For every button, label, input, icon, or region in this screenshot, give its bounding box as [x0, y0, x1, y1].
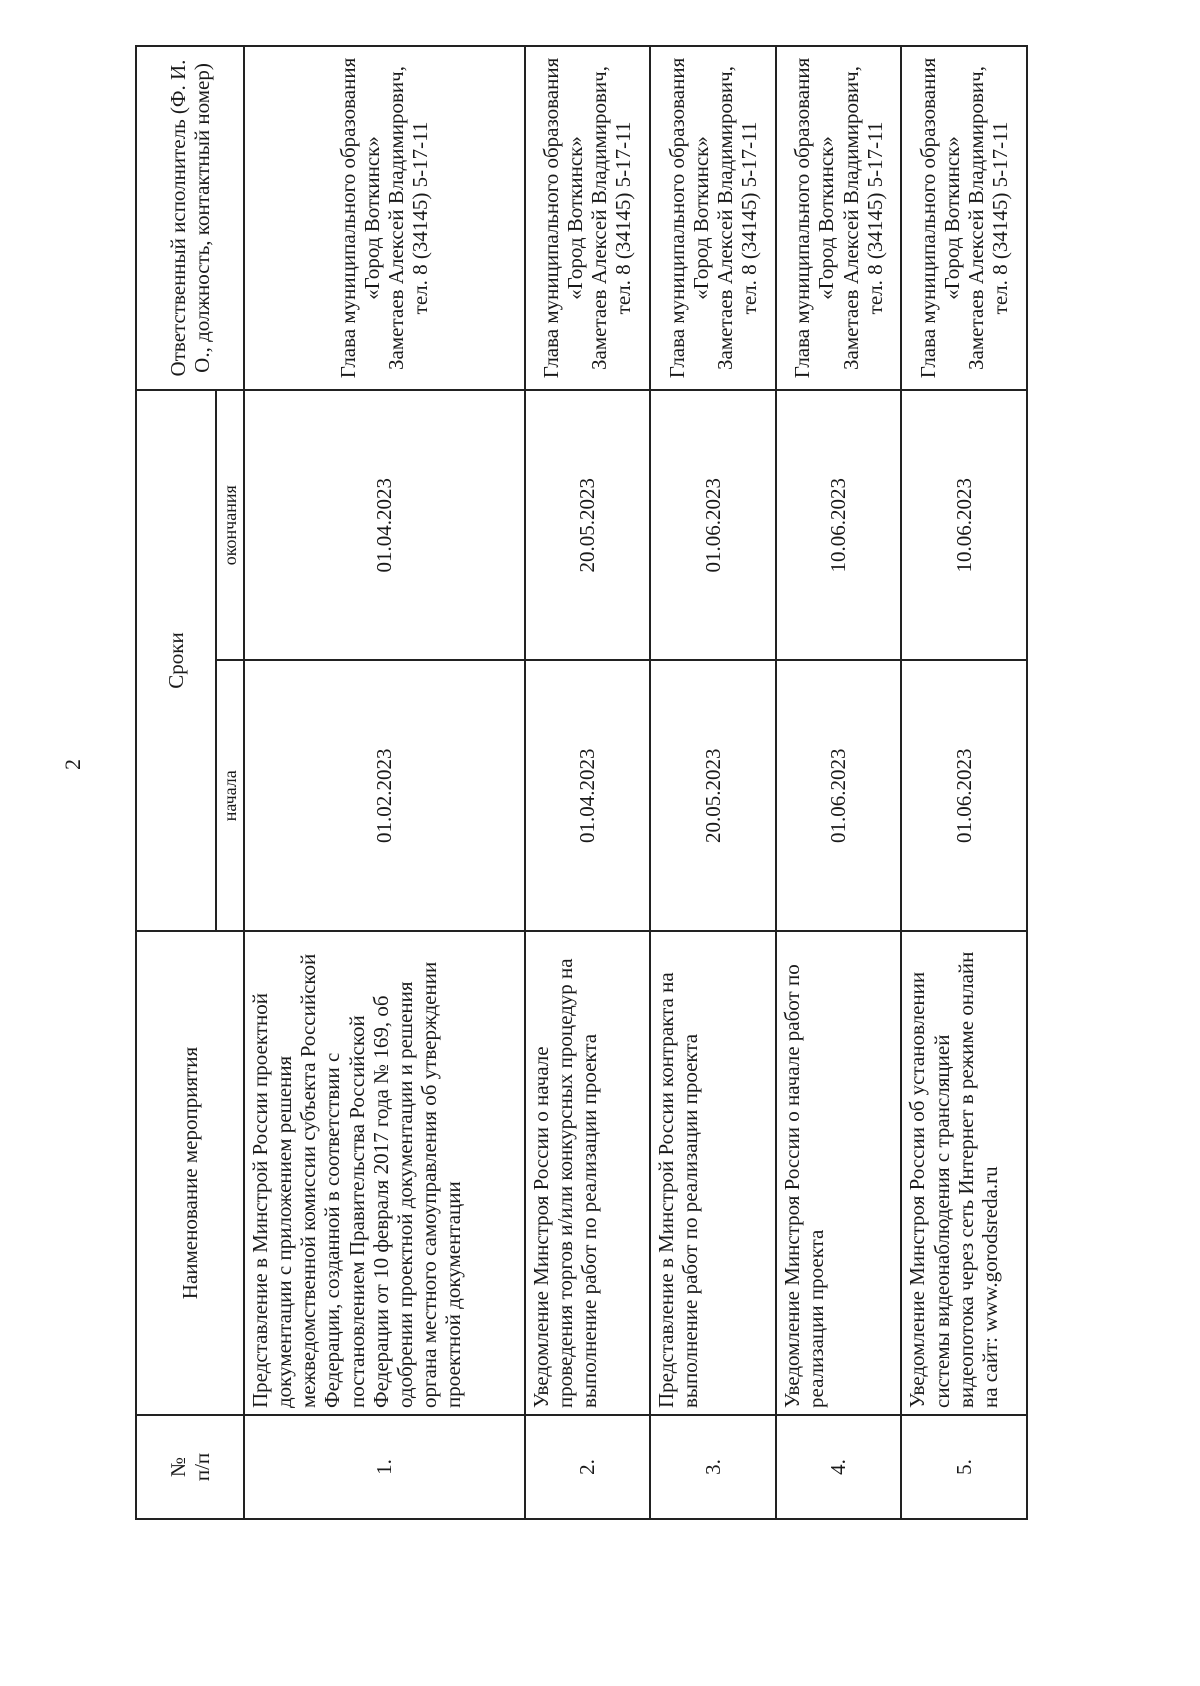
- row-name: [776, 931, 902, 1415]
- schedule-table: [135, 45, 1028, 1520]
- resp-phone: тел. 8 (34145) 5-17-11: [408, 121, 433, 315]
- resp-phone: тел. 8 (34145) 5-17-11: [611, 121, 636, 315]
- table-row: [650, 46, 776, 1519]
- row-responsible: [901, 46, 1027, 390]
- table-row: [244, 46, 525, 1519]
- row-num: 2.: [525, 1415, 651, 1519]
- row-end: 10.06.2023: [776, 390, 902, 661]
- table-row: [776, 46, 902, 1519]
- resp-org: «Город Воткинск»: [360, 136, 385, 300]
- row-name: [525, 931, 651, 1415]
- row-name-text: Представление в Минстрой России проектной документации с приложением решения межведомственной комиссии субъекта Российской Федерации, созданной в соответствии с постановлением Правительства Российской Федерации от 10 февраля 2017 года № 169, об одобрении проектной документации и решения органа местного самоуправления об утверждении проектной документации: [248, 953, 466, 1408]
- resp-person: Заметаев Алексей Владимирович,: [712, 66, 737, 370]
- resp-phone: тел. 8 (34145) 5-17-11: [988, 121, 1013, 315]
- page-number: 2: [60, 759, 85, 770]
- row-end: 01.04.2023: [244, 390, 525, 661]
- row-num: 4.: [776, 1415, 902, 1519]
- table-header-row: [136, 46, 216, 1519]
- row-start: 20.05.2023: [650, 661, 776, 932]
- row-start: 01.02.2023: [244, 661, 525, 932]
- header-responsible: Ответственный исполнитель (Ф. И. О., должность, контактный номер): [136, 46, 244, 390]
- resp-position: Глава муниципального образования: [664, 57, 689, 379]
- row-responsible: [525, 46, 651, 390]
- resp-phone: тел. 8 (34145) 5-17-11: [737, 121, 762, 315]
- header-end: окончания: [216, 390, 244, 661]
- resp-position: Глава муниципального образования: [335, 57, 360, 379]
- row-name-text: Уведомление Минстроя России об установлении системы видеонаблюдения с трансляцией видеопотока через сеть Интернет в режиме онлайн на сайт: www.gorodsreda.ru: [905, 951, 1002, 1408]
- row-end: 10.06.2023: [901, 390, 1027, 661]
- row-num: 3.: [650, 1415, 776, 1519]
- row-name: [901, 931, 1027, 1415]
- row-name: [650, 931, 776, 1415]
- resp-position: Глава муниципального образования: [790, 57, 815, 379]
- row-name: [244, 931, 525, 1415]
- resp-position: Глава муниципального образования: [539, 57, 564, 379]
- resp-org: «Город Воткинск»: [940, 136, 965, 300]
- resp-phone: тел. 8 (34145) 5-17-11: [862, 121, 887, 315]
- resp-position: Глава муниципального образования: [915, 57, 940, 379]
- resp-person: Заметаев Алексей Владимирович,: [838, 66, 863, 370]
- header-start: начала: [216, 661, 244, 932]
- header-name: Наименование мероприятия: [136, 931, 244, 1415]
- row-start: 01.04.2023: [525, 661, 651, 932]
- resp-person: Заметаев Алексей Владимирович,: [587, 66, 612, 370]
- resp-org: «Город Воткинск»: [563, 136, 588, 300]
- row-responsible: [244, 46, 525, 390]
- table-row: [901, 46, 1027, 1519]
- row-num: 5.: [901, 1415, 1027, 1519]
- header-num: № п/п: [136, 1415, 244, 1519]
- row-end: 20.05.2023: [525, 390, 651, 661]
- resp-org: «Город Воткинск»: [688, 136, 713, 300]
- resp-org: «Город Воткинск»: [814, 136, 839, 300]
- resp-person: Заметаев Алексей Владимирович,: [384, 66, 409, 370]
- row-num: 1.: [244, 1415, 525, 1519]
- row-start: 01.06.2023: [901, 661, 1027, 932]
- resp-person: Заметаев Алексей Владимирович,: [964, 66, 989, 370]
- row-responsible: [650, 46, 776, 390]
- table-row: [525, 46, 651, 1519]
- row-name-text: Уведомление Минстроя России о начале работ по реализации проекта: [779, 964, 828, 1408]
- row-end: 01.06.2023: [650, 390, 776, 661]
- header-dates: Сроки: [136, 390, 216, 931]
- rotated-table-container: [135, 45, 1028, 1520]
- row-start: 01.06.2023: [776, 661, 902, 932]
- row-responsible: [776, 46, 902, 390]
- row-name-text: Уведомление Минстроя России о начале проведения торгов и/или конкурсных процедур на выполнение работ по реализации проекта: [528, 958, 601, 1408]
- row-name-text: Представление в Минстрой России контракта на выполнение работ по реализации проекта: [654, 972, 703, 1408]
